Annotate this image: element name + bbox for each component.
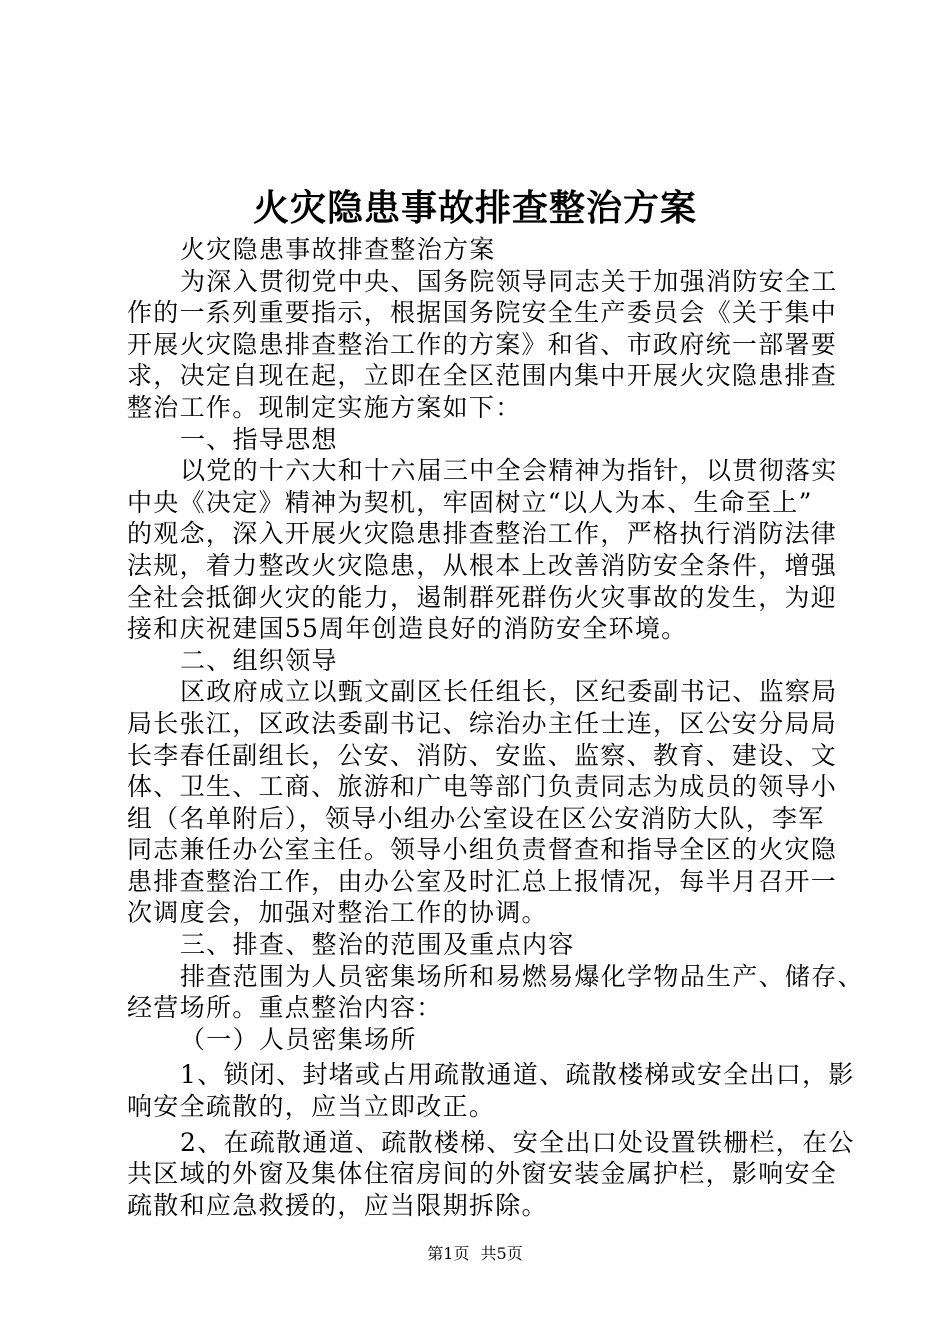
paragraph-line: 的观念，深入开展火灾隐患排查整治工作，严格执行消防法律	[127, 519, 838, 549]
paragraph-line: 长李春任副组长，公安、消防、安监、监察、教育、建设、文	[127, 740, 838, 770]
paragraph-line: 以党的十六大和十六届三中全会精神为指针，以贯彻落实	[180, 456, 838, 486]
document-body	[127, 234, 867, 1221]
paragraph-line: 体、卫生、工商、旅游和广电等部门负责同志为成员的领导小	[127, 772, 838, 802]
paragraph-line: 次调度会，加强对整治工作的协调。	[127, 898, 548, 928]
paragraph-line: 同志兼任办公室主任。领导小组负责督查和指导全区的火灾隐	[127, 835, 838, 865]
paragraph-line: 排查范围为人员密集场所和易燃易爆化学物品生产、储存、	[180, 961, 864, 991]
paragraph-line: 共区域的外窗及集体住宿房间的外窗安装金属护栏，影响安全	[127, 1159, 838, 1189]
paragraph-line: 组（名单附后），领导小组办公室设在区公安消防大队，李军	[127, 803, 825, 833]
paragraph-line: 2、在疏散通道、疏散楼梯、安全出口处设置铁栅栏，在公	[180, 1127, 855, 1157]
section-heading: 一、指导思想	[180, 424, 338, 454]
paragraph-line: 作的一系列重要指示，根据国务院安全生产委员会《关于集中	[127, 298, 838, 328]
paragraph-line: 开展火灾隐患排查整治工作的方案》和省、市政府统一部署要	[127, 329, 838, 359]
paragraph-line: 局长张江，区政法委副书记、综治办主任士连，区公安分局局	[127, 708, 838, 738]
paragraph-line: 全社会抵御火灾的能力，遏制群死群伤火灾事故的发生，为迎	[127, 582, 838, 612]
paragraph-line: 1、锁闭、封堵或占用疏散通道、疏散楼梯或安全出口，影	[180, 1060, 855, 1090]
document-title: 火灾隐患事故排查整治方案	[252, 187, 697, 229]
paragraph-line: 中央《决定》精神为契机，牢固树立“以人为本、生命至上”	[127, 487, 813, 517]
section-heading: 三、排查、整治的范围及重点内容	[180, 930, 575, 960]
paragraph-line: 整治工作。现制定实施方案如下：	[127, 392, 522, 422]
page-number: 第1页	[427, 1244, 470, 1263]
page-footer	[0, 1242, 950, 1266]
paragraph-line: 火灾隐患事故排查整治方案	[180, 235, 496, 264]
subsection-heading: （一）人员密集场所	[180, 1024, 417, 1054]
section-heading: 二、组织领导	[180, 645, 338, 675]
paragraph-line: 法规，着力整改火灾隐患，从根本上改善消防安全条件，增强	[127, 550, 838, 580]
paragraph-line: 经营场所。重点整治内容：	[127, 993, 443, 1023]
paragraph-line: 接和庆祝建国55周年创造良好的消防安全环境。	[127, 614, 688, 644]
paragraph-line: 为深入贯彻党中央、国务院领导同志关于加强消防安全工	[180, 266, 838, 296]
paragraph-line: 患排查整治工作，由办公室及时汇总上报情况，每半月召开一	[127, 866, 838, 896]
paragraph-line: 响安全疏散的，应当立即改正。	[127, 1092, 496, 1122]
paragraph-line: 求，决定自现在起，立即在全区范围内集中开展火灾隐患排查	[127, 361, 838, 391]
page-total: 共5页	[480, 1244, 523, 1263]
paragraph-line: 区政府成立以甄文副区长任组长，区纪委副书记、监察局	[180, 677, 838, 707]
paragraph-line: 疏散和应急救援的，应当限期拆除。	[127, 1190, 548, 1220]
